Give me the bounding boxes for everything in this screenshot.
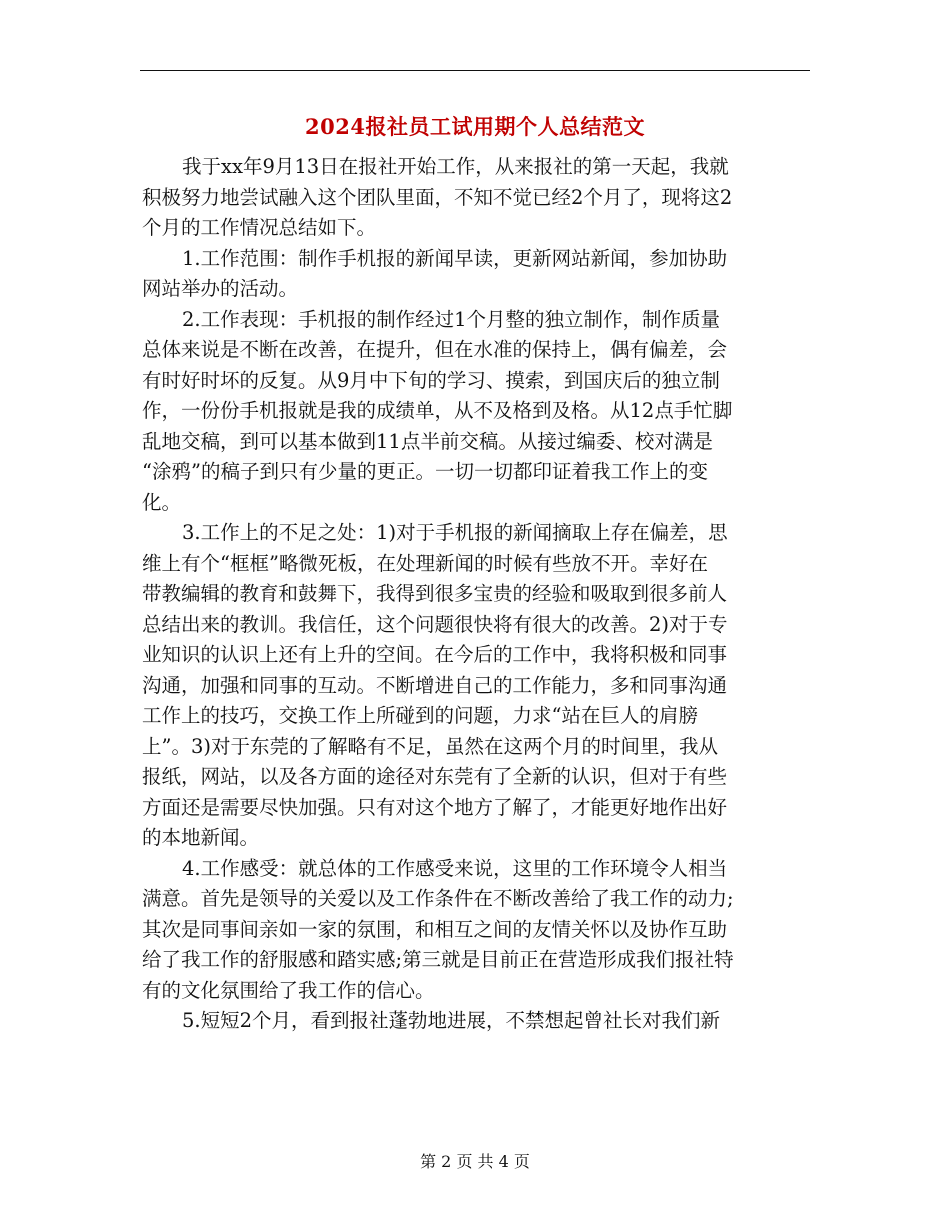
header-rule: [140, 70, 810, 71]
paragraph-intro: [142, 152, 812, 244]
document-body: [142, 152, 812, 1037]
paragraph-work-performance: [142, 305, 812, 519]
text-line: 工作上的技巧，交换工作上所碰到的问题，力求“站在巨人的肩膀: [142, 704, 698, 727]
text-line: 带教编辑的教育和鼓舞下，我得到很多宝贵的经验和吸取到很多前人: [142, 582, 728, 605]
paragraph-work-feelings: [142, 854, 812, 1007]
text-line: 业知识的认识上还有上升的空间。在今后的工作中，我将积极和同事: [142, 643, 728, 666]
text-line: 1.工作范围：制作手机报的新闻早读，更新网站新闻，参加协助: [182, 246, 728, 270]
text-line: 维上有个“框框”略微死板，在处理新闻的时候有些放不开。幸好在: [142, 551, 708, 575]
text-line: 5.短短2个月，看到报社蓬勃地进展，不禁想起曾社长对我们新: [182, 1009, 721, 1032]
paragraph-shortcomings: [142, 518, 812, 854]
text-line: 我于xx年9月13日在报社开始工作，从来报社的第一天起，我就: [182, 155, 729, 178]
text-line: 报纸，网站，以及各方面的途径对东莞有了全新的认识，但对于有些: [142, 765, 728, 788]
text-line: 有时好时坏的反复。从9月中下旬的学习、摸索，到国庆后的独立制: [142, 368, 720, 392]
text-line: 乱地交稿，到可以基本做到11点半前交稿。从接过编委、校对满是: [142, 429, 713, 453]
text-line: 方面还是需要尽快加强。只有对这个地方了解了，才能更好地作出好: [142, 795, 728, 819]
text-line: 的本地新闻。: [142, 826, 260, 849]
text-line: 化。: [142, 490, 182, 514]
text-line: “涂鸦”的稿子到只有少量的更正。一切一切都印证着我工作上的变: [142, 460, 708, 483]
text-line: 作，一份份手机报就是我的成绩单，从不及格到及格。从12点手忙脚: [142, 399, 733, 422]
text-line: 有的文化氛围给了我工作的信心。: [142, 978, 435, 1002]
page-number-footer: 第 2 页 共 4 页: [420, 1152, 530, 1171]
paragraph-work-scope: [142, 244, 812, 305]
text-line: 上”。3)对于东莞的了解略有不足，虽然在这两个月的时间里，我从: [142, 734, 718, 758]
text-line: 沟通，加强和同事的互动。不断增进自己的工作能力，多和同事沟通: [142, 673, 728, 697]
text-line: 满意。首先是领导的关爱以及工作条件在不断改善给了我工作的动力;: [142, 887, 734, 910]
text-line: 网站举办的活动。: [142, 277, 299, 300]
text-line: 4.工作感受：就总体的工作感受来说，这里的工作环境令人相当: [182, 856, 728, 880]
text-line: 总体来说是不断在改善，在提升，但在水准的保持上，偶有偏差，会: [142, 338, 728, 361]
text-line: 2.工作表现：手机报的制作经过1个月整的独立制作，制作质量: [182, 307, 721, 331]
paragraph-conclusion: [142, 1006, 812, 1037]
text-line: 给了我工作的舒服感和踏实感;第三就是目前正在营造形成我们报社特: [142, 948, 734, 971]
document-title: 2024报社员工试用期个人总结范文: [305, 114, 645, 139]
text-line: 积极努力地尝试融入这个团队里面，不知不觉已经2个月了，现将这2: [142, 185, 733, 209]
text-line: 其次是同事间亲如一家的氛围，和相互之间的友情关怀以及协作互助: [142, 917, 728, 941]
text-line: 总结出来的教训。我信任，这个问题很快将有很大的改善。2)对于专: [142, 612, 728, 636]
text-line: 3.工作上的不足之处：1)对于手机报的新闻摘取上存在偏差，思: [182, 521, 728, 544]
text-line: 个月的工作情况总结如下。: [142, 216, 377, 239]
